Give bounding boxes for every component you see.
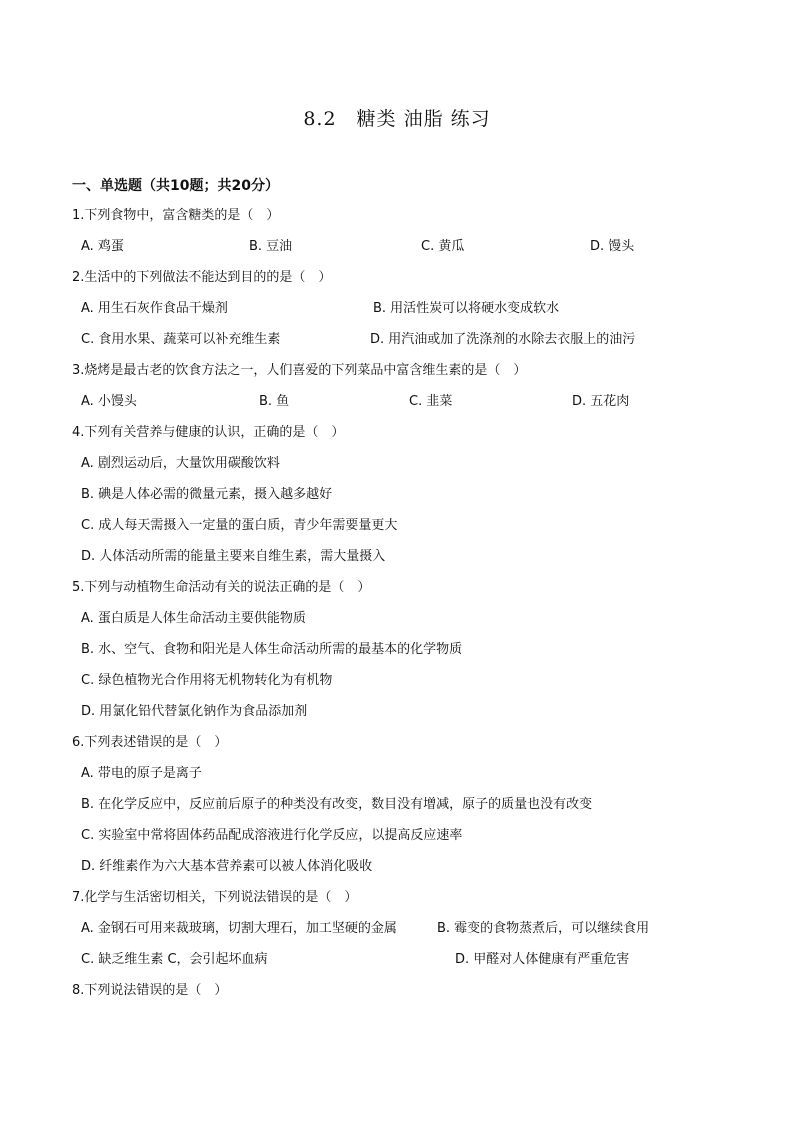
question-stem: 2.生活中的下列做法不能达到目的的是（ ） bbox=[72, 270, 332, 285]
option-a: A. 带电的原子是离子 bbox=[81, 766, 202, 781]
option-a: A. 用生石灰作食品干燥剂 bbox=[81, 301, 228, 316]
question-7 bbox=[72, 887, 732, 980]
option-a: A. 蛋白质是人体生命活动主要供能物质 bbox=[81, 611, 306, 626]
option-d: D. 用氯化铅代替氯化钠作为食品添加剂 bbox=[81, 704, 308, 719]
question-stem: 4.下列有关营养与健康的认识，正确的是（ ） bbox=[72, 425, 345, 440]
option-b: B. 水、空气、食物和阳光是人体生命活动所需的最基本的化学物质 bbox=[81, 642, 463, 657]
option-c: C. 食用水果、蔬菜可以补充维生素 bbox=[81, 332, 281, 347]
option-d: D. 甲醛对人体健康有严重危害 bbox=[455, 952, 630, 967]
question-4 bbox=[72, 422, 732, 577]
option-c: C. 黄瓜 bbox=[421, 239, 465, 254]
question-2 bbox=[72, 267, 732, 360]
question-6 bbox=[72, 732, 732, 887]
section-heading: 一、单选题（共10题；共20分） bbox=[72, 178, 279, 194]
option-row bbox=[72, 949, 732, 980]
option-d: D. 纤维素作为六大基本营养素可以被人体消化吸收 bbox=[81, 859, 373, 874]
question-stem: 8.下列说法错误的是（ ） bbox=[72, 983, 228, 998]
option-row bbox=[72, 391, 732, 422]
option-b: B. 鱼 bbox=[259, 394, 290, 409]
question-8 bbox=[72, 980, 732, 1011]
question-stem: 7.化学与生活密切相关，下列说法错误的是（ ） bbox=[72, 890, 358, 905]
option-c: C. 绿色植物光合作用将无机物转化为有机物 bbox=[81, 673, 333, 688]
option-row bbox=[72, 236, 732, 267]
option-a: A. 金钢石可用来裁玻璃，切割大理石，加工坚硬的金属 bbox=[81, 921, 397, 936]
option-c: C. 成人每天需摄入一定量的蛋白质，青少年需要量更大 bbox=[81, 518, 398, 533]
option-row bbox=[72, 298, 732, 329]
option-a: A. 剧烈运动后，大量饮用碳酸饮料 bbox=[81, 456, 280, 471]
option-a: A. 鸡蛋 bbox=[81, 239, 124, 254]
option-b: B. 碘是人体必需的微量元素，摄入越多越好 bbox=[81, 487, 333, 502]
question-5 bbox=[72, 577, 732, 732]
question-stem: 1.下列食物中，富含糖类的是（ ） bbox=[72, 208, 280, 223]
option-d: D. 馒头 bbox=[590, 239, 635, 254]
question-3 bbox=[72, 360, 732, 422]
option-c: C. 缺乏维生素 C，会引起坏血病 bbox=[81, 952, 268, 967]
question-list bbox=[72, 205, 732, 1011]
question-stem: 3.烧烤是最古老的饮食方法之一，人们喜爱的下列菜品中富含维生素的是（ ） bbox=[72, 363, 527, 378]
option-b: B. 用活性炭可以将硬水变成软水 bbox=[373, 301, 560, 316]
option-d: D. 用汽油或加了洗涤剂的水除去衣服上的油污 bbox=[370, 332, 636, 347]
option-c: C. 实验室中常将固体药品配成溶液进行化学反应，以提高反应速率 bbox=[81, 828, 463, 843]
question-stem: 6.下列表述错误的是（ ） bbox=[72, 735, 228, 750]
option-d: D. 人体活动所需的能量主要来自维生素，需大量摄入 bbox=[81, 549, 386, 564]
option-c: C. 韭菜 bbox=[409, 394, 453, 409]
page-title: 8.2 糖类 油脂 练习 bbox=[303, 108, 491, 130]
question-1 bbox=[72, 205, 732, 267]
option-d: D. 五花肉 bbox=[572, 394, 630, 409]
option-b: B. 豆油 bbox=[249, 239, 293, 254]
option-row bbox=[72, 329, 732, 360]
option-a: A. 小馒头 bbox=[81, 394, 137, 409]
question-stem: 5.下列与动植物生命活动有关的说法正确的是（ ） bbox=[72, 580, 371, 595]
option-b: B. 霉变的食物蒸煮后，可以继续食用 bbox=[437, 921, 650, 936]
option-row bbox=[72, 918, 732, 949]
option-b: B. 在化学反应中，反应前后原子的种类没有改变，数目没有增减，原子的质量也没有改变 bbox=[81, 797, 593, 812]
